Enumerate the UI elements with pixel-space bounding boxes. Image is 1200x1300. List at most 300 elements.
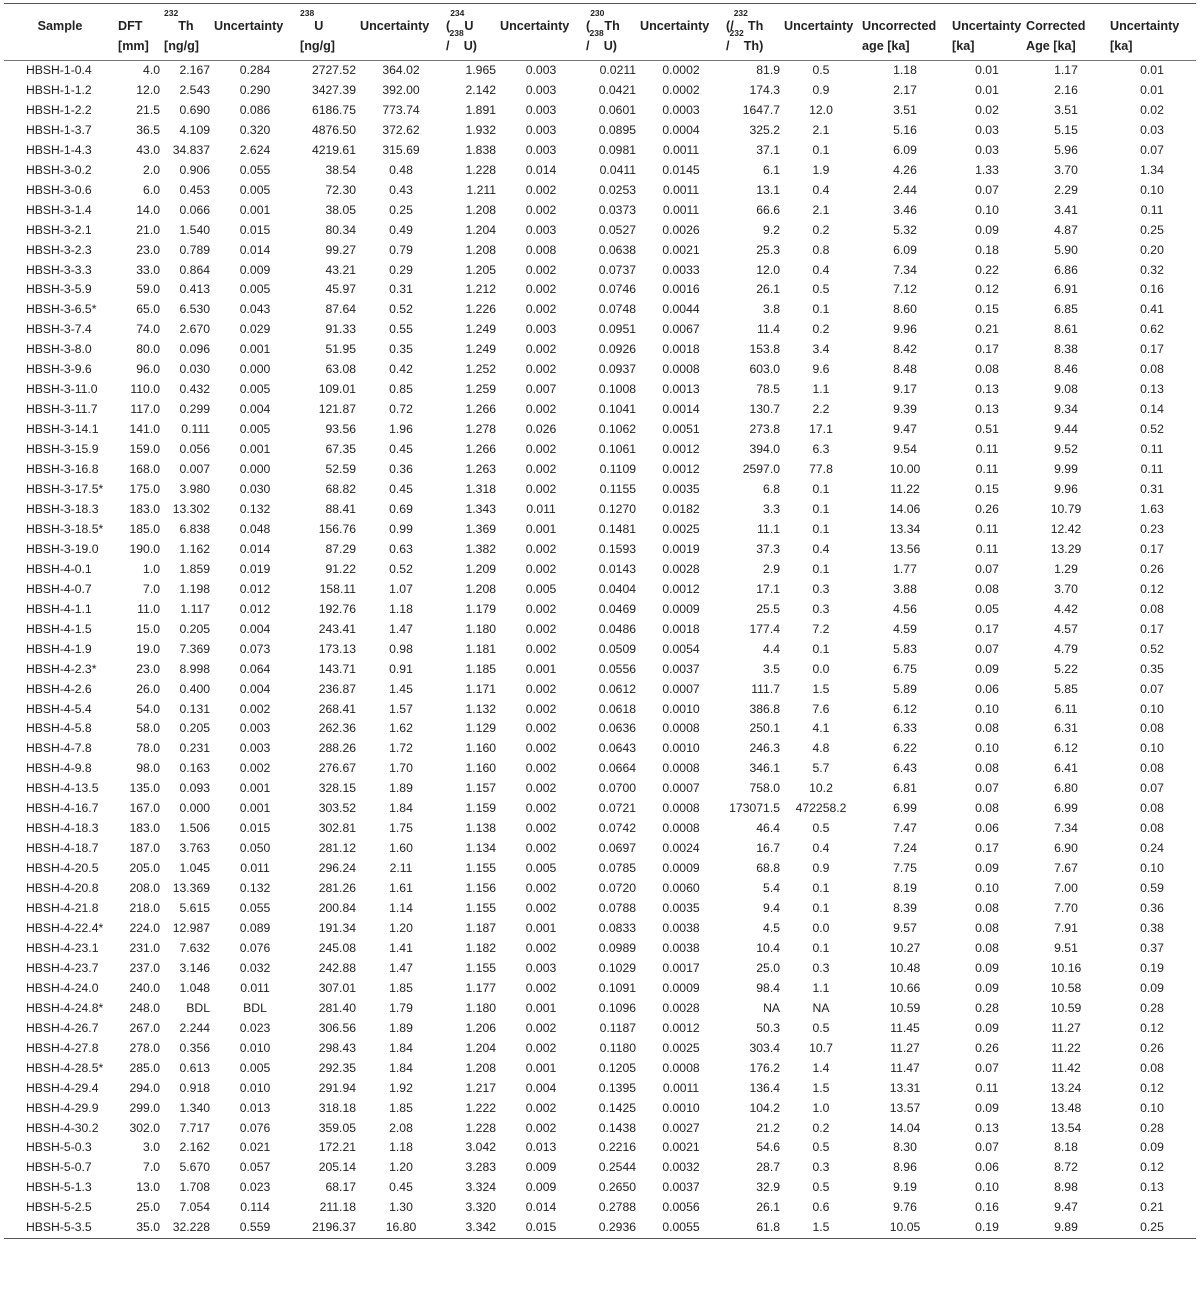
cell-unc5: 0.3 bbox=[812, 960, 830, 975]
cell-th230_u238: 0.0833 bbox=[598, 920, 636, 935]
table-row bbox=[4, 1119, 1196, 1139]
cell-unc3: 0.014 bbox=[525, 1200, 557, 1215]
cell-uncorr_age: 8.39 bbox=[893, 901, 917, 916]
cell-uncorr_age: 6.33 bbox=[893, 721, 917, 736]
cell-corr_age: 4.87 bbox=[1054, 222, 1078, 237]
cell-unc6: 0.15 bbox=[975, 302, 999, 317]
cell-sample: HBSH-4-0.1 bbox=[26, 561, 92, 576]
cell-unc3: 0.002 bbox=[525, 681, 557, 696]
cell-u234_u238: 1.891 bbox=[465, 102, 496, 117]
cell-th230_u238: 0.0612 bbox=[598, 681, 636, 696]
cell-th_th232: 1647.7 bbox=[742, 102, 780, 117]
cell-unc6: 0.02 bbox=[975, 102, 999, 117]
cell-unc7: 0.36 bbox=[1140, 901, 1164, 916]
cell-th232: 1.540 bbox=[179, 222, 210, 237]
cell-unc4: 0.0008 bbox=[662, 761, 700, 776]
column-header-unc3: Uncertainty bbox=[498, 4, 584, 61]
cell-th232: 0.613 bbox=[179, 1060, 210, 1075]
cell-unc5: 0.8 bbox=[812, 242, 830, 257]
cell-unc3: 0.013 bbox=[525, 1140, 557, 1155]
cell-sample: HBSH-4-5.4 bbox=[26, 701, 92, 716]
cell-dft: 110.0 bbox=[130, 382, 160, 397]
cell-unc5: 0.2 bbox=[812, 1120, 830, 1135]
cell-unc6: 0.10 bbox=[975, 881, 999, 896]
cell-unc2: 16.80 bbox=[358, 1218, 444, 1238]
cell-unc6: 0.17 bbox=[975, 841, 999, 856]
cell-sample: HBSH-4-1.1 bbox=[26, 601, 92, 616]
cell-unc1: 0.076 bbox=[239, 1120, 271, 1135]
cell-th232: 5.615 bbox=[179, 901, 210, 916]
cell-th232: 1.340 bbox=[179, 1100, 210, 1115]
cell-sample: HBSH-4-18.7 bbox=[26, 841, 99, 856]
cell-unc5: 4.8 bbox=[812, 741, 830, 756]
cell-unc1: 0.003 bbox=[239, 721, 271, 736]
cell-sample: HBSH-4-2.3* bbox=[26, 661, 97, 676]
cell-sample: HBSH-3-18.3 bbox=[26, 501, 99, 516]
cell-dft: 240.0 bbox=[129, 980, 160, 995]
cell-uncorr_age: 13.56 bbox=[889, 541, 921, 556]
cell-th_th232: 246.3 bbox=[749, 741, 780, 756]
cell-unc4: 0.0011 bbox=[662, 142, 700, 157]
cell-u238: 43.21 bbox=[325, 262, 356, 277]
cell-u234_u238: 1.134 bbox=[465, 841, 496, 856]
cell-unc4: 0.0011 bbox=[662, 1080, 700, 1095]
cell-th_th232: 2597.0 bbox=[742, 462, 780, 477]
cell-u238: 276.67 bbox=[318, 761, 356, 776]
cell-unc2: 1.20 bbox=[389, 1160, 413, 1175]
cell-u234_u238: 3.042 bbox=[465, 1140, 496, 1155]
cell-th230_u238: 0.0748 bbox=[598, 302, 636, 317]
cell-uncorr_age: 6.22 bbox=[893, 741, 917, 756]
cell-unc2: 0.35 bbox=[389, 342, 413, 357]
cell-u238: 87.29 bbox=[325, 541, 356, 556]
cell-unc6: 0.07 bbox=[975, 781, 999, 796]
cell-th_th232: 3.3 bbox=[763, 501, 780, 516]
cell-corr_age: 9.34 bbox=[1054, 402, 1078, 417]
cell-u238: 52.59 bbox=[325, 462, 356, 477]
cell-sample: HBSH-3-2.3 bbox=[26, 242, 92, 257]
cell-unc5: 2.1 bbox=[812, 122, 830, 137]
cell-corr_age: 6.99 bbox=[1054, 801, 1078, 816]
cell-unc7: 0.10 bbox=[1140, 861, 1164, 876]
cell-unc5: 10.2 bbox=[809, 781, 833, 796]
cell-unc5: 2.1 bbox=[812, 202, 830, 217]
cell-th232: 0.918 bbox=[179, 1080, 210, 1095]
cell-sample: HBSH-3-9.6 bbox=[26, 362, 92, 377]
cell-unc7: 0.07 bbox=[1140, 142, 1164, 157]
cell-sample: HBSH-4-27.8 bbox=[26, 1040, 99, 1055]
cell-u238: 243.41 bbox=[318, 621, 356, 636]
cell-th232: 2.167 bbox=[179, 63, 210, 77]
cell-unc1: 0.005 bbox=[239, 422, 271, 437]
cell-u234_u238: 1.217 bbox=[465, 1080, 496, 1095]
cell-corr_age: 13.54 bbox=[1050, 1120, 1082, 1135]
cell-th230_u238: 0.0700 bbox=[598, 781, 636, 796]
cell-unc5: 0.5 bbox=[812, 821, 830, 836]
cell-unc6: 0.07 bbox=[975, 561, 999, 576]
cell-unc2: 1.14 bbox=[389, 901, 413, 916]
cell-th230_u238: 0.0895 bbox=[598, 122, 636, 137]
cell-sample: HBSH-4-29.9 bbox=[26, 1100, 99, 1115]
cell-corr_age: 6.11 bbox=[1054, 701, 1078, 716]
cell-th232: 1.859 bbox=[179, 561, 210, 576]
cell-unc1: 0.055 bbox=[239, 901, 271, 916]
cell-th230_u238: 0.1096 bbox=[598, 1000, 636, 1015]
column-header-unc1: Uncertainty bbox=[212, 4, 298, 61]
cell-unc5: 1.9 bbox=[812, 162, 830, 177]
cell-dft: 278.0 bbox=[129, 1040, 160, 1055]
cell-sample: HBSH-3-19.0 bbox=[26, 541, 99, 556]
cell-corr_age: 8.38 bbox=[1054, 342, 1078, 357]
cell-unc3: 0.008 bbox=[525, 242, 557, 257]
cell-th232: 1.045 bbox=[179, 861, 210, 876]
cell-u234_u238: 1.228 bbox=[465, 162, 496, 177]
cell-th_th232: 3.5 bbox=[763, 661, 780, 676]
cell-th_th232: 46.4 bbox=[756, 821, 780, 836]
cell-unc2: 0.29 bbox=[389, 262, 413, 277]
cell-unc3: 0.015 bbox=[498, 1218, 584, 1238]
cell-unc4: 0.0007 bbox=[662, 681, 700, 696]
cell-u234_u238: 1.204 bbox=[465, 222, 496, 237]
table-row bbox=[4, 939, 1196, 959]
cell-unc4: 0.0028 bbox=[662, 561, 700, 576]
cell-unc6: 0.10 bbox=[975, 202, 999, 217]
cell-sample: HBSH-3-17.5* bbox=[26, 482, 104, 497]
cell-unc3: 0.003 bbox=[525, 122, 557, 137]
cell-dft: 7.0 bbox=[143, 581, 160, 596]
cell-u238: 245.08 bbox=[318, 940, 356, 955]
cell-unc7: 0.17 bbox=[1140, 621, 1164, 636]
cell-unc2: 315.69 bbox=[382, 142, 420, 157]
column-header-dft: DFT [mm] bbox=[116, 4, 162, 61]
table-row bbox=[4, 241, 1196, 261]
cell-th230_u238: 0.2650 bbox=[598, 1180, 636, 1195]
table-row bbox=[4, 600, 1196, 620]
cell-u238: 302.81 bbox=[318, 821, 356, 836]
cell-unc1: 0.015 bbox=[239, 821, 271, 836]
table-row bbox=[4, 161, 1196, 181]
table-row bbox=[4, 1099, 1196, 1119]
cell-unc1: 0.001 bbox=[239, 781, 271, 796]
cell-th230_u238: 0.1062 bbox=[598, 422, 636, 437]
column-header-sample: Sample bbox=[4, 4, 116, 61]
cell-unc1: 0.015 bbox=[239, 222, 271, 237]
cell-u238: 72.30 bbox=[325, 182, 356, 197]
cell-unc7: 0.20 bbox=[1140, 242, 1164, 257]
cell-th232: 1.198 bbox=[179, 581, 210, 596]
cell-unc1: 0.023 bbox=[239, 1180, 271, 1195]
cell-unc1: 0.073 bbox=[239, 641, 271, 656]
cell-unc1: 0.089 bbox=[239, 920, 271, 935]
cell-unc4: 0.0009 bbox=[662, 601, 700, 616]
cell-th_th232: 174.3 bbox=[749, 82, 780, 97]
cell-th230_u238: 0.1438 bbox=[598, 1120, 636, 1135]
cell-uncorr_age: 7.34 bbox=[893, 262, 917, 277]
cell-unc6: 0.05 bbox=[975, 601, 999, 616]
cell-u234_u238: 1.138 bbox=[465, 821, 496, 836]
cell-dft: 7.0 bbox=[143, 1160, 160, 1175]
cell-unc2: 2.08 bbox=[389, 1120, 413, 1135]
cell-th232: 0.299 bbox=[179, 402, 210, 417]
cell-unc6: 0.08 bbox=[975, 901, 999, 916]
cell-unc1: 0.132 bbox=[239, 881, 271, 896]
cell-u238: 156.76 bbox=[318, 521, 356, 536]
cell-th_th232: 10.4 bbox=[756, 940, 780, 955]
cell-unc7: 0.16 bbox=[1140, 282, 1164, 297]
cell-unc2: 0.25 bbox=[389, 202, 413, 217]
cell-dft: 96.0 bbox=[136, 362, 160, 377]
cell-dft: 33.0 bbox=[136, 262, 160, 277]
cell-corr_age: 9.99 bbox=[1054, 462, 1078, 477]
cell-unc1: 0.014 bbox=[239, 242, 271, 257]
cell-u234_u238: 1.179 bbox=[465, 601, 496, 616]
cell-unc3: 0.001 bbox=[525, 920, 557, 935]
cell-th_th232: 3.8 bbox=[763, 302, 780, 317]
cell-unc6: 0.17 bbox=[975, 621, 999, 636]
cell-unc6: 0.03 bbox=[975, 122, 999, 137]
cell-u238: 292.35 bbox=[318, 1060, 356, 1075]
cell-unc4: 0.0017 bbox=[662, 960, 700, 975]
cell-uncorr_age: 7.75 bbox=[893, 861, 917, 876]
cell-sample: HBSH-3-1.4 bbox=[26, 202, 92, 217]
cell-uncorr_age: 4.56 bbox=[893, 601, 917, 616]
cell-unc6: 0.06 bbox=[975, 821, 999, 836]
cell-unc4: 0.0038 bbox=[662, 940, 700, 955]
table-row bbox=[4, 400, 1196, 420]
cell-sample: HBSH-3-8.0 bbox=[26, 342, 92, 357]
cell-uncorr_age: 9.17 bbox=[893, 382, 917, 397]
cell-corr_age: 6.91 bbox=[1054, 282, 1078, 297]
cell-th232: 12.987 bbox=[172, 920, 210, 935]
cell-dft: 65.0 bbox=[136, 302, 160, 317]
cell-dft: 218.0 bbox=[129, 901, 160, 916]
cell-unc3: 0.001 bbox=[525, 661, 557, 676]
cell-unc2: 364.02 bbox=[382, 63, 420, 77]
cell-th_th232: 177.4 bbox=[749, 621, 780, 636]
cell-unc1: 0.005 bbox=[239, 282, 271, 297]
cell-unc1: 0.003 bbox=[239, 741, 271, 756]
cell-uncorr_age: 10.66 bbox=[889, 980, 921, 995]
cell-corr_age: 5.85 bbox=[1054, 681, 1078, 696]
cell-uncorr_age: 9.76 bbox=[893, 1200, 917, 1215]
cell-unc3: 0.003 bbox=[525, 960, 557, 975]
cell-dft: 59.0 bbox=[136, 282, 160, 297]
cell-u238: 109.01 bbox=[318, 382, 356, 397]
cell-unc7: 0.12 bbox=[1140, 1080, 1164, 1095]
table-row bbox=[4, 61, 1196, 81]
cell-th_th232: 50.3 bbox=[756, 1020, 780, 1035]
cell-unc5: 1.5 bbox=[782, 1218, 860, 1238]
cell-dft: 168.0 bbox=[129, 462, 160, 477]
cell-unc4: 0.0012 bbox=[662, 581, 700, 596]
cell-unc1: 0.010 bbox=[239, 1080, 271, 1095]
cell-sample: HBSH-4-7.8 bbox=[26, 741, 92, 756]
cell-unc3: 0.002 bbox=[525, 402, 557, 417]
cell-unc6: 0.11 bbox=[975, 1080, 999, 1095]
cell-sample: HBSH-4-20.5 bbox=[26, 861, 99, 876]
cell-corr_age: 7.70 bbox=[1054, 901, 1078, 916]
cell-u238: 143.71 bbox=[318, 661, 356, 676]
cell-unc4: 0.0002 bbox=[662, 63, 700, 77]
cell-th_th232: 303.4 bbox=[749, 1040, 780, 1055]
cell-th_th232: 130.7 bbox=[749, 402, 780, 417]
cell-unc3: 0.002 bbox=[525, 1120, 557, 1135]
cell-unc4: 0.0014 bbox=[662, 402, 700, 417]
cell-dft: 267.0 bbox=[129, 1020, 160, 1035]
cell-th232: 7.054 bbox=[179, 1200, 210, 1215]
cell-th_th232: 250.1 bbox=[749, 721, 780, 736]
cell-th232: 13.302 bbox=[172, 501, 210, 516]
cell-uncorr_age: 9.47 bbox=[893, 422, 917, 437]
cell-th_th232: 394.0 bbox=[749, 442, 780, 457]
cell-unc1: 0.011 bbox=[240, 861, 270, 876]
cell-u234_u238: 1.155 bbox=[465, 960, 496, 975]
cell-u238: 191.34 bbox=[318, 920, 356, 935]
cell-th_th232: 21.2 bbox=[756, 1120, 780, 1135]
cell-unc3: 0.004 bbox=[525, 1080, 557, 1095]
table-row bbox=[4, 520, 1196, 540]
cell-u234_u238: 1.211 bbox=[466, 182, 496, 197]
cell-uncorr_age: 3.88 bbox=[893, 581, 917, 596]
cell-unc6: 0.10 bbox=[975, 741, 999, 756]
cell-unc7: 0.12 bbox=[1140, 1160, 1164, 1175]
cell-unc4: 0.0011 bbox=[662, 182, 700, 197]
cell-unc3: 0.002 bbox=[525, 801, 557, 816]
cell-unc3: 0.002 bbox=[525, 721, 557, 736]
cell-unc5: 2.2 bbox=[812, 402, 830, 417]
cell-unc2: 392.00 bbox=[382, 82, 420, 97]
cell-unc2: 1.60 bbox=[389, 841, 413, 856]
cell-unc6: 0.16 bbox=[975, 1200, 999, 1215]
cell-th232: BDL bbox=[186, 1000, 210, 1015]
cell-unc7: 0.10 bbox=[1140, 1100, 1164, 1115]
cell-unc7: 0.10 bbox=[1140, 182, 1164, 197]
cell-unc1: 0.064 bbox=[239, 661, 271, 676]
cell-uncorr_age: 5.89 bbox=[893, 681, 917, 696]
cell-unc7: 0.01 bbox=[1140, 82, 1164, 97]
cell-unc3: 0.011 bbox=[526, 501, 556, 516]
cell-unc7: 0.08 bbox=[1140, 601, 1164, 616]
column-header-unc4: Uncertainty bbox=[638, 4, 724, 61]
cell-th_th232: 386.8 bbox=[749, 701, 780, 716]
cell-unc3: 0.002 bbox=[525, 761, 557, 776]
cell-dft: 98.0 bbox=[136, 761, 160, 776]
cell-unc2: 1.92 bbox=[389, 1080, 413, 1095]
cell-unc5: 0.0 bbox=[812, 661, 830, 676]
cell-th232: 0.131 bbox=[179, 701, 210, 716]
cell-unc6: 0.18 bbox=[975, 242, 999, 257]
cell-sample: HBSH-4-5.8 bbox=[26, 721, 92, 736]
cell-unc7: 1.63 bbox=[1140, 501, 1164, 516]
cell-u238: 291.94 bbox=[318, 1080, 356, 1095]
cell-th_th232: 37.1 bbox=[756, 142, 780, 157]
column-header-unc7: Uncertainty [ka] bbox=[1108, 4, 1196, 61]
cell-uncorr_age: 6.99 bbox=[893, 801, 917, 816]
cell-unc4: 0.0054 bbox=[662, 641, 700, 656]
cell-u234_u238: 1.181 bbox=[465, 641, 496, 656]
cell-u238: 205.14 bbox=[318, 1160, 356, 1175]
cell-unc7: 0.38 bbox=[1140, 920, 1164, 935]
table-row bbox=[4, 121, 1196, 141]
cell-th_th232: 2.9 bbox=[763, 561, 780, 576]
cell-u238: 242.88 bbox=[318, 960, 356, 975]
cell-sample: HBSH-5-0.3 bbox=[26, 1140, 92, 1155]
cell-u238: 121.87 bbox=[318, 402, 356, 417]
cell-unc7: 0.08 bbox=[1140, 362, 1164, 377]
cell-sample: HBSH-5-3.5 bbox=[4, 1218, 116, 1238]
cell-unc2: 0.52 bbox=[389, 561, 413, 576]
cell-unc2: 0.45 bbox=[389, 482, 413, 497]
cell-u234_u238: 1.160 bbox=[465, 761, 496, 776]
cell-sample: HBSH-1-4.3 bbox=[26, 142, 92, 157]
cell-unc6: 0.06 bbox=[975, 1160, 999, 1175]
cell-unc7: 0.07 bbox=[1140, 781, 1164, 796]
cell-unc3: 0.003 bbox=[525, 82, 557, 97]
column-header-unc6: Uncertainty [ka] bbox=[950, 4, 1024, 61]
cell-unc7: 0.17 bbox=[1140, 541, 1164, 556]
cell-u238: 318.18 bbox=[318, 1100, 356, 1115]
cell-th232: 6.838 bbox=[179, 521, 210, 536]
cell-u234_u238: 1.932 bbox=[465, 122, 496, 137]
cell-unc5: 0.9 bbox=[812, 82, 830, 97]
cell-sample: HBSH-4-20.8 bbox=[26, 881, 99, 896]
cell-dft: 78.0 bbox=[136, 741, 160, 756]
column-header-unc2: Uncertainty bbox=[358, 4, 444, 61]
cell-unc5: 0.1 bbox=[812, 142, 830, 157]
cell-unc6: 0.08 bbox=[975, 801, 999, 816]
cell-u238: 63.08 bbox=[325, 362, 356, 377]
cell-unc6: 0.11 bbox=[975, 521, 999, 536]
cell-corr_age: 3.41 bbox=[1054, 202, 1078, 217]
cell-unc2: 0.69 bbox=[389, 501, 413, 516]
cell-unc4: 0.0016 bbox=[662, 282, 700, 297]
cell-uncorr_age: 8.30 bbox=[893, 1140, 917, 1155]
cell-unc2: 1.30 bbox=[389, 1200, 413, 1215]
cell-unc5: 0.5 bbox=[812, 1180, 830, 1195]
cell-unc1: 0.001 bbox=[239, 202, 271, 217]
cell-th230_u238: 0.0211 bbox=[599, 63, 636, 77]
cell-unc5: 0.1 bbox=[812, 482, 830, 497]
cell-unc3: 0.003 bbox=[525, 322, 557, 337]
table-row bbox=[4, 1019, 1196, 1039]
cell-unc5: 0.1 bbox=[812, 901, 830, 916]
cell-unc6: 0.09 bbox=[975, 222, 999, 237]
cell-unc4: 0.0067 bbox=[662, 322, 700, 337]
cell-th232: 3.980 bbox=[179, 482, 210, 497]
table-row bbox=[4, 959, 1196, 979]
cell-unc2: 1.84 bbox=[389, 801, 413, 816]
cell-unc6: 0.19 bbox=[950, 1218, 1024, 1238]
cell-dft: 13.0 bbox=[136, 1180, 160, 1195]
cell-unc1: 0.001 bbox=[239, 801, 271, 816]
cell-unc7: 0.28 bbox=[1140, 1000, 1164, 1015]
cell-u234_u238: 1.249 bbox=[465, 342, 496, 357]
cell-th_th232: 28.7 bbox=[756, 1160, 780, 1175]
table-row bbox=[4, 1158, 1196, 1178]
cell-unc4: 0.0008 bbox=[662, 801, 700, 816]
cell-u238: 6186.75 bbox=[311, 102, 356, 117]
cell-unc4: 0.0008 bbox=[662, 821, 700, 836]
cell-uncorr_age: 4.59 bbox=[893, 621, 917, 636]
cell-unc5: 0.4 bbox=[812, 182, 830, 197]
cell-uncorr_age: 6.09 bbox=[893, 142, 917, 157]
cell-u238: 68.82 bbox=[325, 482, 356, 497]
cell-u238: 91.22 bbox=[325, 561, 356, 576]
cell-unc1: 0.010 bbox=[239, 1040, 271, 1055]
cell-th230_u238: 0.0926 bbox=[598, 342, 636, 357]
cell-unc7: 0.13 bbox=[1140, 1180, 1164, 1195]
cell-th232: 0.163 bbox=[179, 761, 210, 776]
